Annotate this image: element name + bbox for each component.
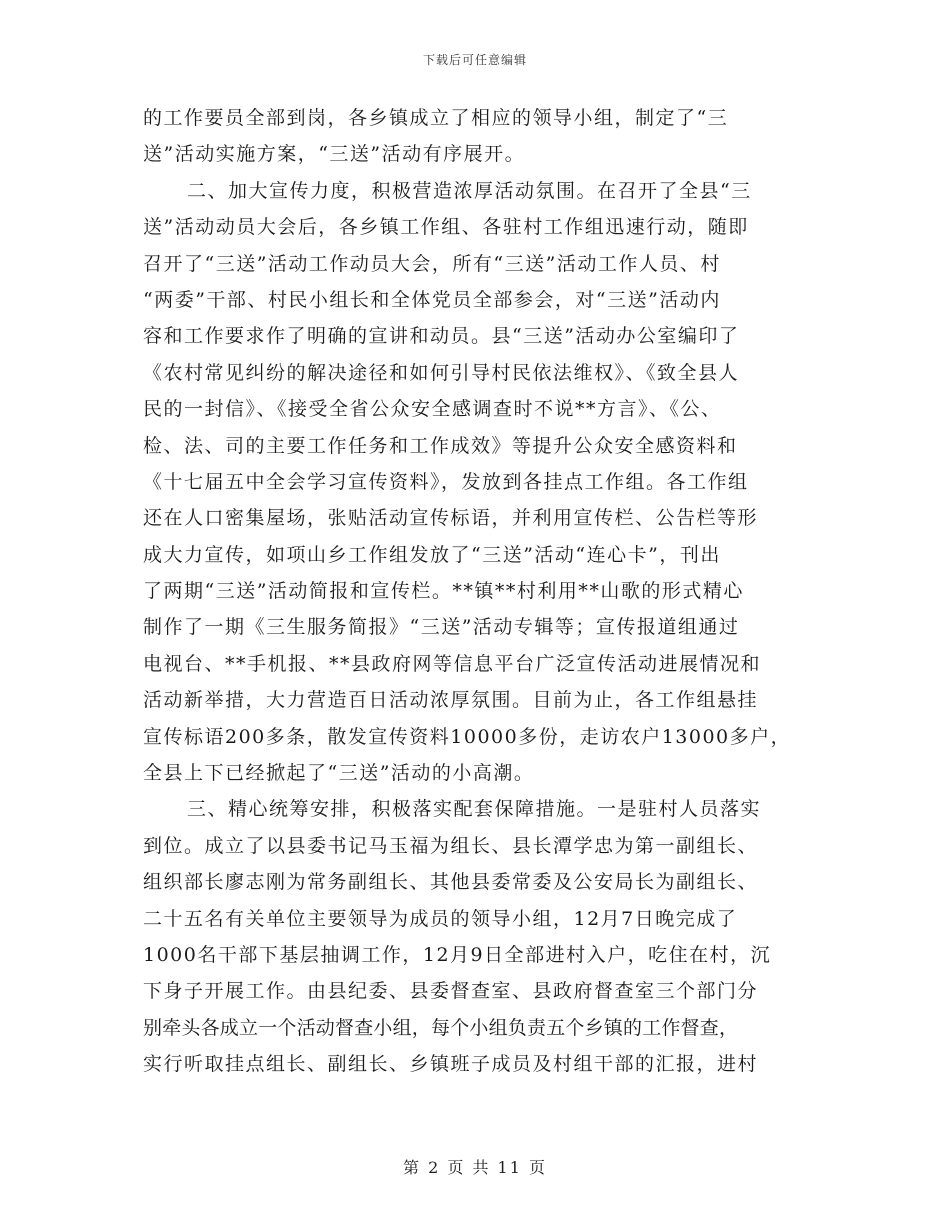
text-line: 制作了一期《三生服务简报》“三送”活动专辑等；宣传报道组通过 (143, 616, 740, 639)
text-line: 检、法、司的主要工作任务和工作成效》等提升公众安全感资料和 (143, 434, 738, 457)
text-line: 别牵头各成立一个活动督查小组，每个小组负责五个乡镇的工作督查， (143, 1016, 739, 1039)
text-line: 二十五名有关单位主要领导为成员的领导小组，12月7日晚完成了 (143, 907, 738, 930)
text-line: 成大力宣传，如项山乡工作组发放了“三送”活动“连心卡”，刊出 (143, 543, 721, 566)
text-line: 电视台、**手机报、**县政府网等信息平台广泛宣传活动进展情况和 (143, 652, 762, 675)
text-line: 了两期“三送”活动简报和宣传栏。**镇**村利用**山歌的形式精心 (143, 580, 744, 603)
document-body (143, 100, 809, 1083)
text-line: 活动新举措，大力营造百日活动浓厚氛围。目前为止，各工作组悬挂 (143, 689, 759, 712)
text-line: 《十七届五中全会学习宣传资料》，发放到各挂点工作组。各工作组 (143, 470, 749, 493)
page-number-footer: 第 2 页 共 11 页 (403, 1158, 547, 1177)
text-line: 民的一封信》、《接受全省公众安全感调查时不说**方言》、《公、 (143, 398, 722, 421)
paragraph-start-line: 二、加大宣传力度，积极营造浓厚活动氛围。在召开了全县“三 (187, 179, 752, 202)
text-line: 《农村常见纠纷的解决途径和如何引导村民依法维权》、《致全县人 (143, 361, 740, 384)
text-line: 实行听取挂点组长、副组长、乡镇班子成员及村组干部的汇报，进村 (143, 1053, 759, 1076)
text-line: “两委”干部、村民小组长和全体党员全部参会，对“三送”活动内 (143, 288, 721, 311)
text-line: 送”活动实施方案，“三送”活动有序展开。 (143, 143, 526, 166)
text-line: 的工作要员全部到岗，各乡镇成立了相应的领导小组，制定了“三 (143, 107, 729, 129)
text-line: 送”活动动员大会后，各乡镇工作组、各驻村工作组迅速行动，随即 (143, 216, 749, 239)
text-line: 容和工作要求作了明确的宣讲和动员。县“三送”活动办公室编印了 (143, 325, 740, 348)
paragraph-start-line: 三、精心统筹安排，积极落实配套保障措施。一是驻村人员落实 (187, 798, 762, 821)
text-line: 召开了“三送”活动工作动员大会，所有“三送”活动工作人员、村 (143, 252, 721, 275)
text-line: 全县上下已经掀起了“三送”活动的小高潮。 (143, 762, 535, 785)
text-line: 宣传标语200多条，散发宣传资料10000多份，走访农户13000多户， (143, 725, 792, 748)
text-line: 还在人口密集屋场，张贴活动宣传标语，并利用宣传栏、公告栏等形 (143, 507, 759, 530)
page-header: 下载后可任意编辑 (422, 53, 527, 67)
text-line: 组织部长廖志刚为常务副组长、其他县委常委及公安局长为副组长、 (143, 871, 759, 894)
text-line: 到位。成立了以县委书记马玉福为组长、县长潭学忠为第一副组长、 (143, 834, 759, 857)
text-line: 下身子开展工作。由县纪委、县委督查室、县政府督查室三个部门分 (143, 980, 759, 1003)
text-line: 1000名干部下基层抽调工作，12月9日全部进村入户，吃住在村，沉 (143, 943, 772, 966)
